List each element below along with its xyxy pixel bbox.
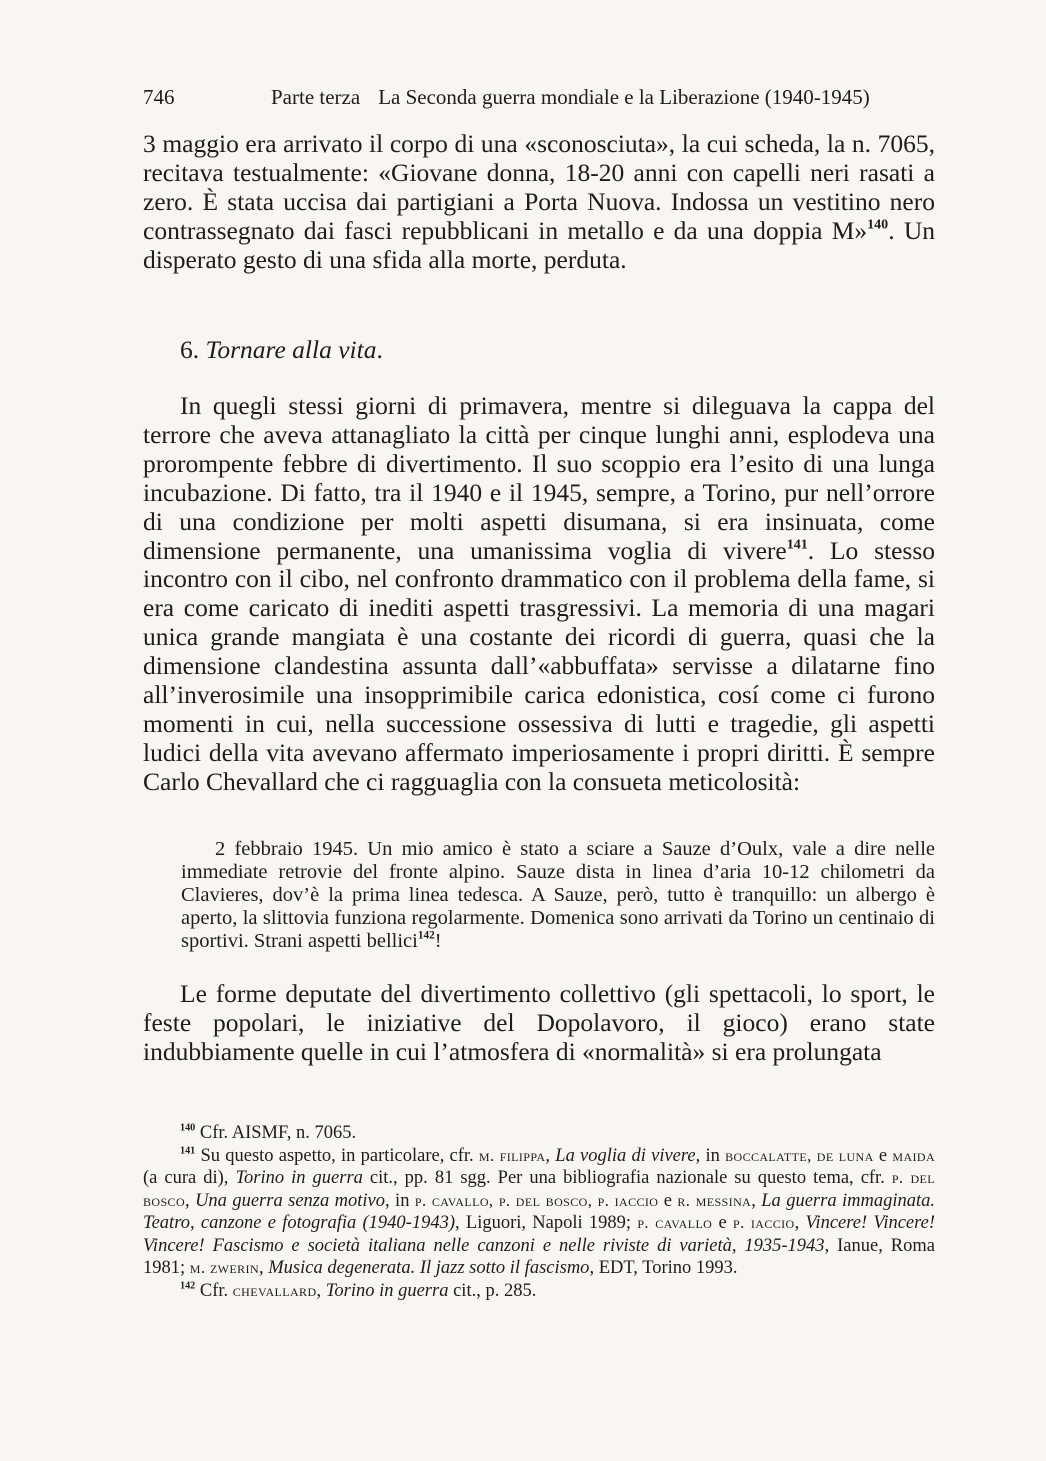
footnote-ref-140[interactable]: 140 — [867, 217, 889, 233]
footnote-140: $^{140}$ Cfr. AISMF, n. 7065. — [180, 1122, 357, 1143]
section-number: 6. — [180, 335, 200, 364]
footnote-141: $^{141}$ Su questo aspetto, in particolare, cfr. m. filippa, La voglia di vivere, in boccalatte, de luna e maida (a cura di), Torino in guerra cit., pp. 81 sgg. Per una bibliografia nazionale su questo tema, cfr. p. del bosco, Una guerra senza motivo, in p. cavallo, p. del bosco, p. iaccio e r. messina, La guerra immaginata. Teatro, canzone e fotografia (1940-1943), Liguori, Napoli 1989; p. cavallo e p. iaccio, Vincere! Vincere! Vincere! Fascismo e società italiana nelle canzoni e nelle riviste di varietà, 1935-1943, Ianue, Roma 1981; m. zwerin, Musica degenerata. Il jazz sotto il fascismo, EDT, Torino 1993. — [143, 1144, 936, 1278]
footnotes — [143, 1122, 935, 1302]
running-header — [143, 84, 903, 110]
paragraph: Le forme deputate del divertimento collettivo (gli spettacoli, lo sport, le feste popolari, le iniziative del Dopolavoro, il gioco) erano state indubbiamente quelle in cui l’atmosfera di «normalità» si era prolungata — [143, 979, 935, 1066]
section-title-dot: . — [376, 335, 383, 364]
paragraph: In quegli stessi giorni di primavera, mentre si dileguava la cappa del terrore che aveva attanagliato la città per cinque lunghi anni, esplodeva una prorompente febbre di divertimento. Il suo scoppio era l’esito di una lunga incubazione. Di fatto, tra il 1940 e il 1945, sempre, a Torino, pur nell’orrore di una condizione per molti aspetti disumana, si era insinuata, come dimensione permanente, una umanissima voglia di vivere$^{141}$. Lo stesso incontro con il cibo, nel confronto drammatico con il problema della fame, si era come caricato di inediti aspetti trasgressivi. La memoria di una magari unica grande mangiata è una costante dei ricordi di guerra, quasi che la dimensione clandestina assunta dall’«abbuffata» servisse a dilatarne fino all’inverosimile una insopprimibile carica edonistica, cosí come ci furono momenti in cui, nella successione ossessiva di lutti e tragedie, gli aspetti ludici della vita avevano affermato imperiosamente i propri diritti. È sempre Carlo Chevallard che ci ragguaglia con la consueta meticolosità: — [143, 391, 935, 796]
footnote-ref-141[interactable]: 141 — [786, 537, 808, 553]
footnote-142: $^{142}$ Cfr. chevallard, Torino in guerra cit., p. 285. — [180, 1279, 537, 1301]
footnote-ref-142[interactable]: 142 — [417, 929, 435, 942]
block-quote: 2 febbraio 1945. Un mio amico è stato a sciare a Sauze d’Oulx, vale a dire nelle immediate retrovie del fronte alpino. Sauze dista in linea d’aria 10-12 chilometri da Clavieres, dov’è la prima linea tedesca. A Sauze, però, tutto è tranquillo: un albergo è aperto, la slittovia funziona regolarmente. Domenica sono arrivati da Torino un centinaio di sportivi. Strani aspetti bellici$^{142}$! — [181, 838, 935, 952]
chapter-title: La Seconda guerra mondiale e la Liberazione (1940-1945) — [378, 85, 870, 109]
section-title: Tornare alla vita — [205, 335, 377, 364]
page-number: 746 — [143, 85, 175, 109]
section-heading — [180, 335, 383, 365]
paragraph-continued: 3 maggio era arrivato il corpo di una «sconosciuta», la cui scheda, la n. 7065, recitava testualmente: «Giovane donna, 18-20 anni con capelli neri rasati a zero. È stata uccisa dai partigiani a Porta Nuova. Indossa un vestitino nero contrassegnato dai fasci repubblicani in metallo e da una doppia M»$^{140}$. Un disperato gesto di una sfida alla morte, perduta. — [143, 129, 935, 274]
part-label: Parte terza — [271, 85, 361, 109]
